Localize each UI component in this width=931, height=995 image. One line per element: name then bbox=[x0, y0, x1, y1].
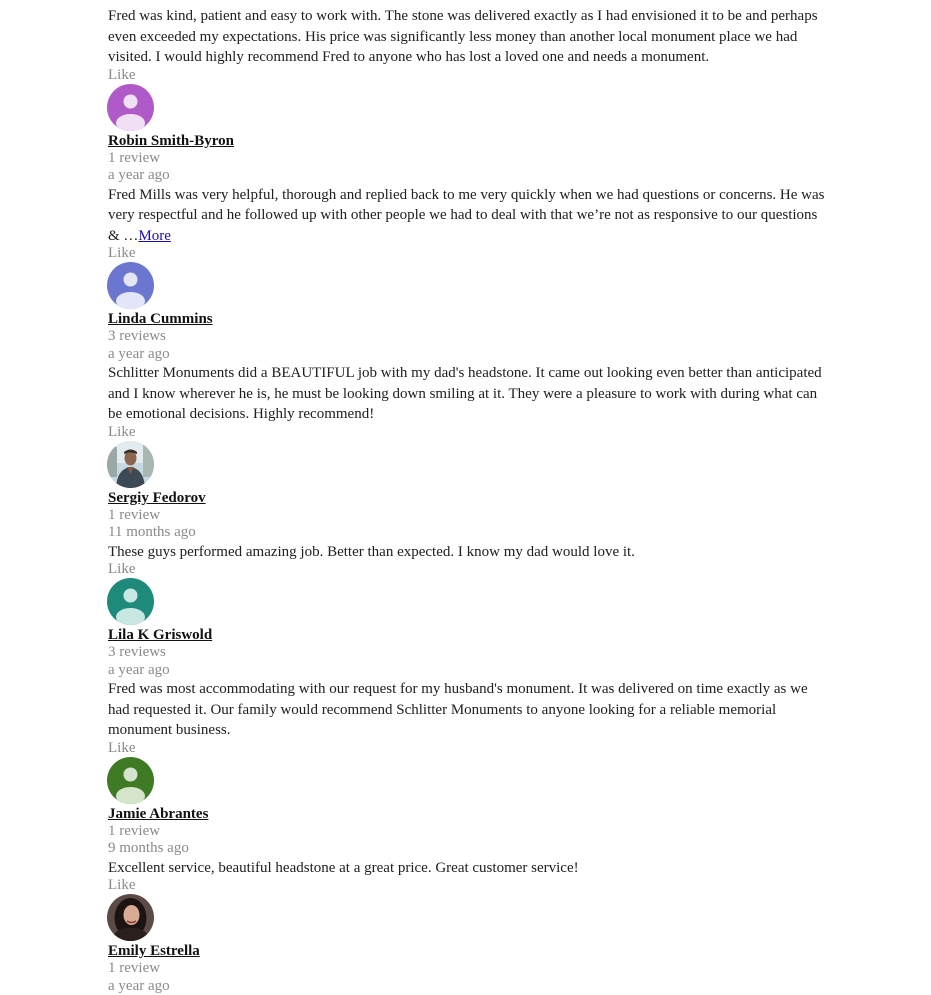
reviewer-name[interactable]: Linda Cummins bbox=[108, 310, 213, 328]
review-item bbox=[108, 578, 828, 756]
review-text: Excellent service, beautiful headstone at a great price. Great customer service! bbox=[108, 858, 828, 879]
review-item bbox=[108, 6, 828, 83]
avatar[interactable] bbox=[107, 894, 154, 941]
review-item bbox=[108, 84, 828, 262]
like-button[interactable]: Like bbox=[108, 245, 828, 261]
person-silhouette-icon bbox=[107, 757, 154, 804]
review-item bbox=[108, 262, 828, 440]
review-count: 1 review bbox=[108, 823, 828, 841]
review-text-body: Fred Mills was very helpful, thorough and replied back to me very quickly when we had questions or concerns. He was very respectful and he followed up with other people we had to deal with that we’re not as responsive to our questions & … bbox=[108, 187, 824, 244]
review-text: Schlitter Monuments did a BEAUTIFUL job with my dad's headstone. It came out looking even better than anticipated and I know wherever he is, he must be looking down smiling at it. They were a pleasure to work with during what can be emotional decisions. Highly recommend! bbox=[108, 363, 828, 425]
avatar[interactable] bbox=[107, 84, 154, 131]
avatar[interactable] bbox=[107, 757, 154, 804]
avatar[interactable] bbox=[107, 441, 154, 488]
review-item bbox=[108, 894, 828, 995]
review-date: a year ago bbox=[108, 662, 828, 680]
like-button[interactable]: Like bbox=[108, 740, 828, 756]
review-item bbox=[108, 757, 828, 894]
reviews-feed bbox=[108, 6, 828, 995]
review-text: Fred was most accommodating with our request for my husband's monument. It was delivered on time exactly as we had requested it. Our family would recommend Schlitter Monuments to anyone looking for a reliable memorial monument business. bbox=[108, 679, 828, 741]
reviewer-name[interactable]: Sergiy Fedorov bbox=[108, 489, 206, 507]
user-photo-icon bbox=[107, 894, 154, 941]
review-item bbox=[108, 441, 828, 578]
review-date: a year ago bbox=[108, 167, 828, 185]
review-count: 3 reviews bbox=[108, 644, 828, 662]
review-count: 3 reviews bbox=[108, 328, 828, 346]
review-count: 1 review bbox=[108, 150, 828, 168]
review-count: 1 review bbox=[108, 960, 828, 978]
person-silhouette-icon bbox=[107, 84, 154, 131]
review-text: Fred was kind, patient and easy to work with. The stone was delivered exactly as I had envisioned it to be and perhaps even exceeded my expectations. His price was significantly less money than another local monument place we had visited. I would highly recommend Fred to anyone who has lost a loved one and needs a monument. bbox=[108, 6, 828, 68]
more-link[interactable]: More bbox=[138, 228, 171, 244]
review-date: a year ago bbox=[108, 978, 828, 995]
like-button[interactable]: Like bbox=[108, 424, 828, 440]
reviewer-name[interactable]: Jamie Abrantes bbox=[108, 805, 208, 823]
review-date: 9 months ago bbox=[108, 840, 828, 858]
user-photo-icon bbox=[107, 441, 154, 488]
review-text: These guys performed amazing job. Better than expected. I know my dad would love it. bbox=[108, 542, 828, 563]
avatar[interactable] bbox=[107, 262, 154, 309]
review-count: 1 review bbox=[108, 507, 828, 525]
reviewer-name[interactable]: Emily Estrella bbox=[108, 942, 200, 960]
like-button[interactable]: Like bbox=[108, 877, 828, 893]
review-text bbox=[108, 185, 828, 247]
like-button[interactable]: Like bbox=[108, 67, 828, 83]
person-silhouette-icon bbox=[107, 578, 154, 625]
reviewer-name[interactable]: Robin Smith-Byron bbox=[108, 132, 234, 150]
review-date: 11 months ago bbox=[108, 524, 828, 542]
like-button[interactable]: Like bbox=[108, 561, 828, 577]
review-date: a year ago bbox=[108, 346, 828, 364]
avatar[interactable] bbox=[107, 578, 154, 625]
reviewer-name[interactable]: Lila K Griswold bbox=[108, 626, 212, 644]
person-silhouette-icon bbox=[107, 262, 154, 309]
